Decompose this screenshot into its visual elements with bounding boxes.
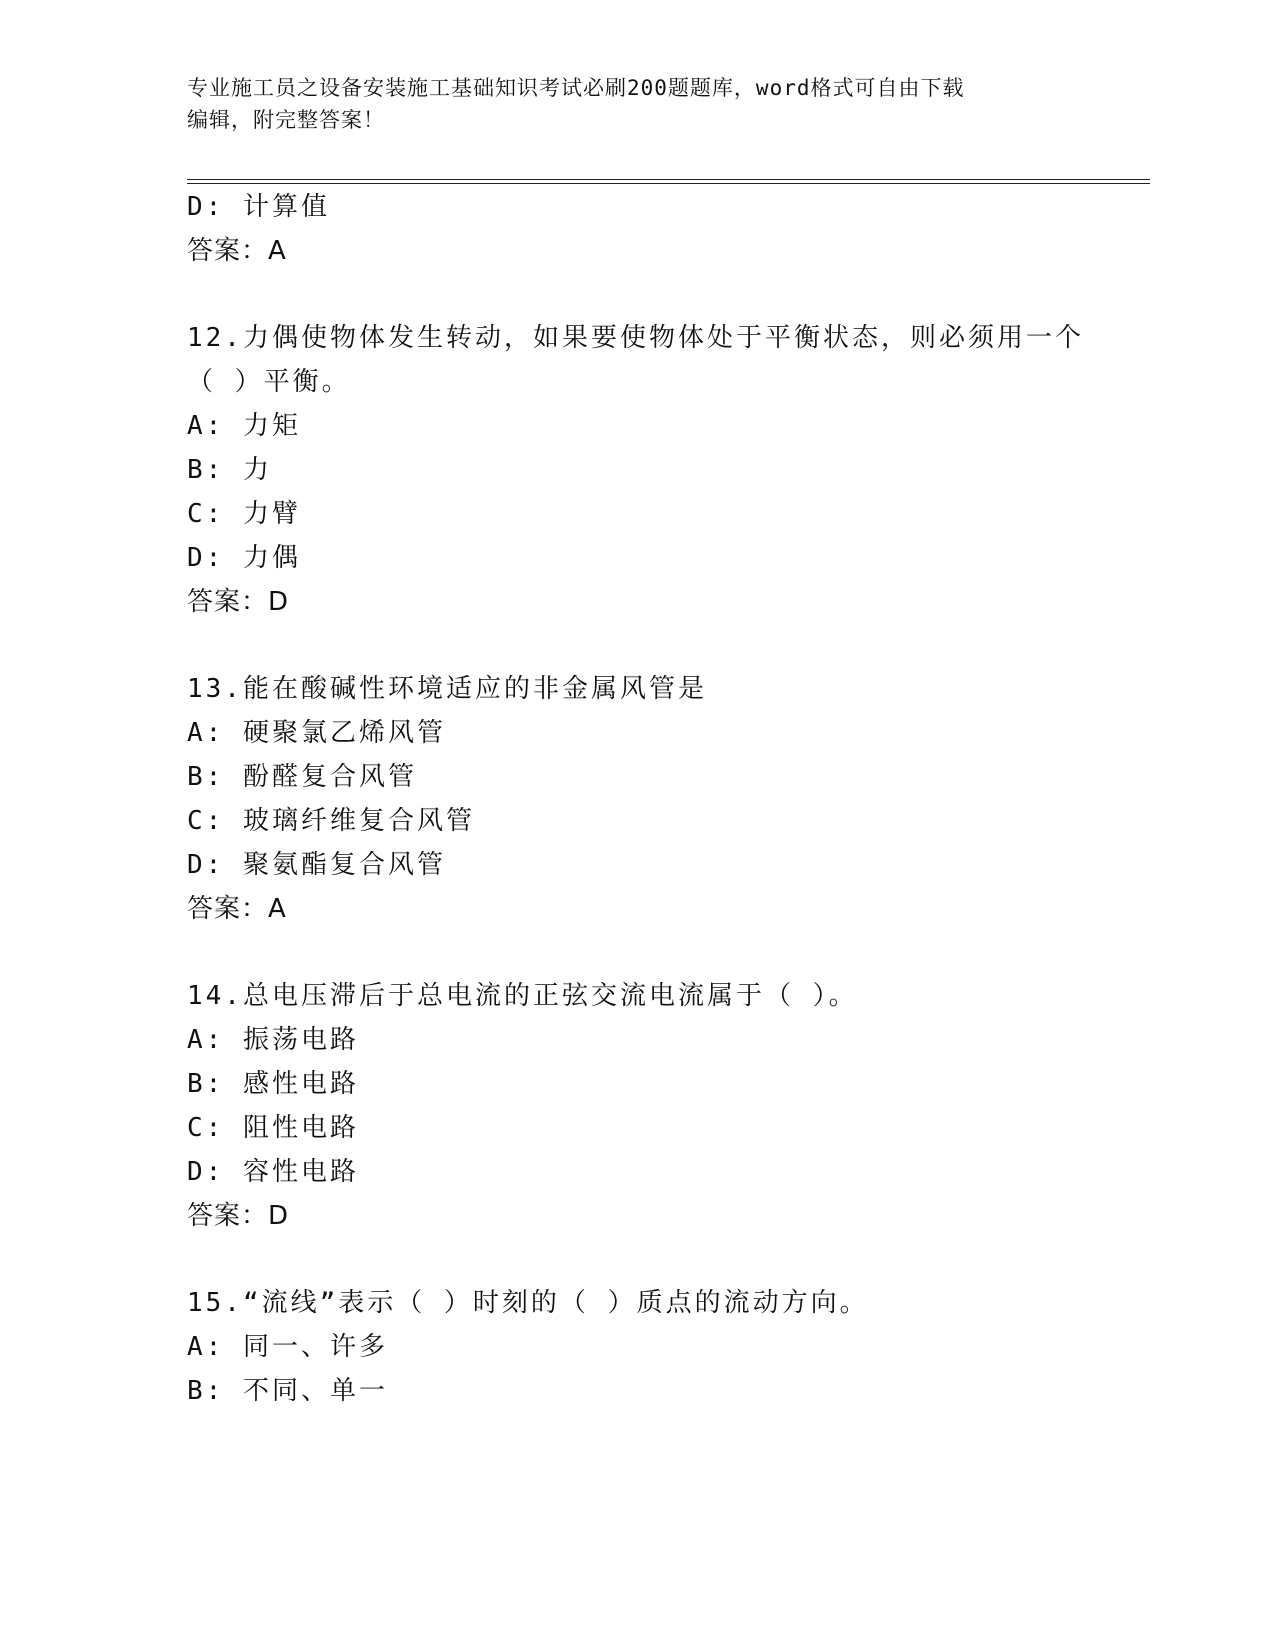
question-stem: 12.力偶使物体发生转动，如果要使物体处于平衡状态，则必须用一个 xyxy=(187,323,1084,353)
question-stem: 14.总电压滞后于总电流的正弦交流电流属于（ ）。 xyxy=(187,981,858,1011)
option-b: B: 力 xyxy=(187,455,272,485)
option-c: C: 力臂 xyxy=(187,499,301,529)
question-stem: 13.能在酸碱性环境适应的非金属风管是 xyxy=(187,674,707,704)
option-a: A: 力矩 xyxy=(187,411,301,441)
document-header xyxy=(187,72,1087,136)
option-c: C: 玻璃纤维复合风管 xyxy=(187,806,475,836)
header-title-line: 专业施工员之设备安装施工基础知识考试必刷200题题库，word格式可自由下载 xyxy=(187,76,965,100)
header-divider-bottom xyxy=(187,183,1150,184)
option-b: B: 感性电路 xyxy=(187,1069,359,1099)
header-title-line-2: 编辑，附完整答案！ xyxy=(187,108,385,132)
option-d: D: 力偶 xyxy=(187,543,301,573)
option-a: A: 硬聚氯乙烯风管 xyxy=(187,718,446,748)
option-b: B: 酚醛复合风管 xyxy=(187,762,417,792)
answer-label: 答案：D xyxy=(187,587,290,617)
question-stem-continued: （ ）平衡。 xyxy=(187,367,351,397)
option-c: C: 阻性电路 xyxy=(187,1113,359,1143)
answer-label: 答案：A xyxy=(187,236,287,266)
header-divider-top xyxy=(187,179,1150,180)
question-stem: 15.“流线”表示（ ）时刻的（ ）质点的流动方向。 xyxy=(187,1288,869,1318)
option-d: D: 聚氨酯复合风管 xyxy=(187,850,446,880)
option-a: A: 振荡电路 xyxy=(187,1025,359,1055)
answer-label: 答案：D xyxy=(187,1201,290,1231)
option-d: D: 容性电路 xyxy=(187,1157,359,1187)
answer-label: 答案：A xyxy=(187,894,287,924)
option-d: D: 计算值 xyxy=(187,192,330,222)
option-b: B: 不同、单一 xyxy=(187,1376,388,1406)
option-a: A: 同一、许多 xyxy=(187,1332,388,1362)
